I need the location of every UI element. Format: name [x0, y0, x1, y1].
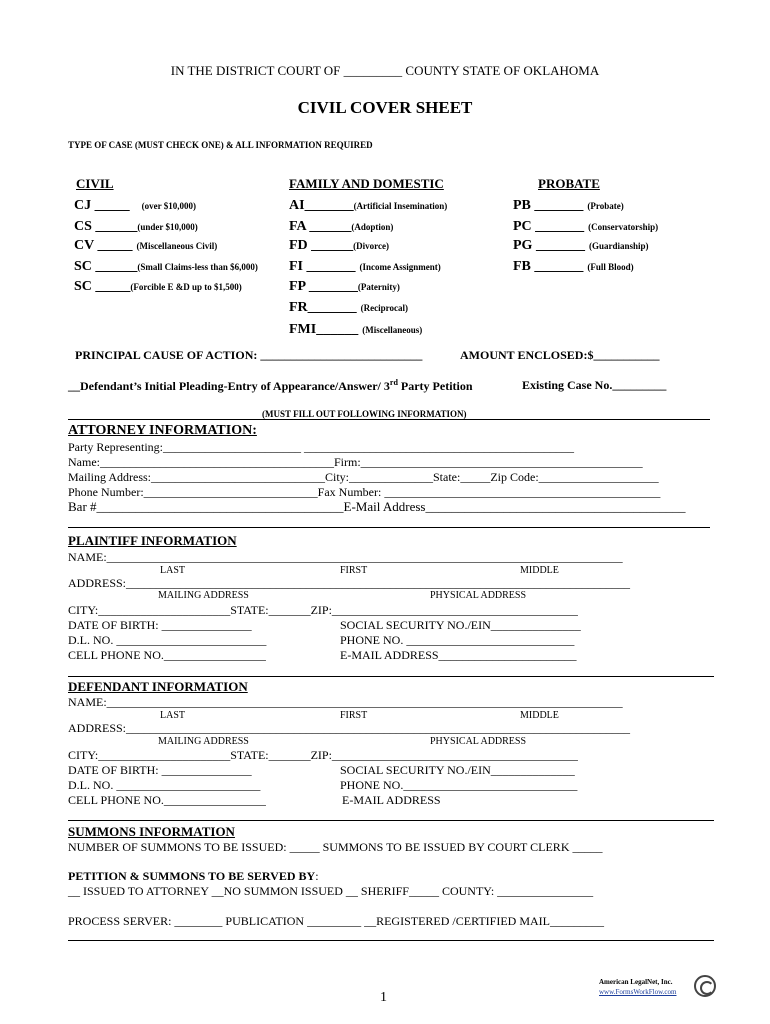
plaintiff-address-field[interactable]: ADDRESS:____________________________________________________________________________________: [68, 576, 631, 590]
case-code: AI: [289, 198, 305, 213]
plaintiff-dob-field[interactable]: DATE OF BIRTH: _______________: [68, 618, 252, 632]
court-line: IN THE DISTRICT COURT OF _________ COUNTY STATE OF OKLAHOMA: [170, 63, 600, 78]
case-desc: (Full Blood): [587, 262, 634, 272]
divider: [68, 527, 710, 528]
case-blank[interactable]: ______: [91, 259, 138, 274]
case-type-fmi[interactable]: [289, 320, 422, 338]
case-blank[interactable]: ______: [305, 219, 352, 234]
probate-heading: PROBATE: [538, 176, 600, 191]
case-type-sc[interactable]: [74, 257, 258, 275]
case-type-fp[interactable]: [289, 277, 400, 295]
page-title: CIVIL COVER SHEET: [297, 98, 473, 117]
plaintiff-mailing-label: MAILING ADDRESS: [158, 590, 249, 601]
plaintiff-cell-field[interactable]: CELL PHONE NO._________________: [68, 648, 266, 662]
case-desc: (Conservatorship): [588, 222, 659, 232]
served-by-text: PETITION & SUMMONS TO BE SERVED BY: [68, 869, 316, 883]
defendant-mailing-label: MAILING ADDRESS: [158, 736, 249, 747]
case-code: FR: [289, 300, 308, 315]
process-server-field[interactable]: PROCESS SERVER: ________ PUBLICATION _________ __REGISTERED /CERTIFIED MAIL_________: [68, 914, 605, 928]
plaintiff-phone-field[interactable]: PHONE NO. ____________________________: [340, 633, 575, 647]
case-desc: (Forcible E &D up to $1,500): [130, 282, 242, 292]
case-code: FMI: [289, 322, 317, 337]
case-blank[interactable]: _______: [304, 198, 354, 213]
case-type-ai[interactable]: [289, 196, 447, 214]
case-code: FA: [289, 219, 306, 234]
defendant-heading: DEFENDANT INFORMATION: [68, 679, 248, 694]
pleading-suffix: Party Petition: [397, 379, 473, 393]
case-blank[interactable]: _______: [305, 279, 358, 294]
attorney-bar-field[interactable]: Bar #______________________________________E-Mail Address________________________________________: [68, 499, 686, 514]
served-by-colon: :: [315, 869, 319, 883]
defendant-ssn-field[interactable]: SOCIAL SECURITY NO./EIN______________: [340, 763, 575, 777]
divider: [68, 820, 714, 821]
case-desc: (under $10,000): [137, 222, 198, 232]
case-code: PB: [513, 198, 531, 213]
case-type-cv[interactable]: [74, 236, 217, 254]
plaintiff-name-field[interactable]: NAME:______________________________________________________________________________________: [68, 550, 623, 564]
defendant-cell-field[interactable]: CELL PHONE NO._________________: [68, 793, 266, 807]
divider: [68, 940, 714, 941]
defendant-last-label: LAST: [160, 710, 185, 721]
case-desc: (Reciprocal): [360, 303, 408, 313]
publisher-name: American LegalNet, Inc.: [599, 978, 673, 986]
defendant-city-field[interactable]: CITY:______________________STATE:_______ZIP:_________________________________________: [68, 748, 578, 762]
plaintiff-ssn-field[interactable]: SOCIAL SECURITY NO./EIN_______________: [340, 618, 581, 632]
case-type-fd[interactable]: [289, 236, 389, 254]
summons-heading: SUMMONS INFORMATION: [68, 824, 235, 839]
publisher-url[interactable]: www.FormsWorkFlow.com: [599, 988, 677, 996]
defendant-dob-field[interactable]: DATE OF BIRTH: _______________: [68, 763, 252, 777]
case-blank[interactable]: _______: [307, 300, 357, 315]
case-code: PG: [513, 238, 533, 253]
case-desc: (Guardianship): [588, 241, 649, 251]
attorney-heading: ATTORNEY INFORMATION:: [68, 423, 257, 438]
page-number: 1: [380, 990, 387, 1005]
case-blank[interactable]: _____: [91, 279, 131, 294]
amount-enclosed-field[interactable]: AMOUNT ENCLOSED:$___________: [460, 348, 660, 362]
plaintiff-heading: PLAINTIFF INFORMATION: [68, 533, 237, 548]
case-type-fa[interactable]: [289, 217, 393, 235]
case-code: FI: [289, 259, 303, 274]
attorney-mailing-field[interactable]: Mailing Address:_____________________________City:______________State:_____Zip Code:____________________: [68, 470, 659, 484]
served-by-label: [68, 869, 319, 884]
case-code: SC: [74, 279, 92, 294]
case-desc: (Income Assignment): [359, 262, 441, 272]
plaintiff-middle-label: MIDDLE: [520, 565, 559, 576]
attorney-name-field[interactable]: Name:_______________________________________Firm:_______________________________________________: [68, 455, 643, 469]
case-blank[interactable]: ______: [316, 322, 359, 337]
defendant-address-field[interactable]: ADDRESS:____________________________________________________________________________________: [68, 721, 631, 735]
divider: [68, 676, 714, 677]
case-desc: (Artificial Insemination): [353, 201, 448, 211]
attorney-phone-field[interactable]: Phone Number:_____________________________Fax Number: ______________________________________________: [68, 485, 661, 499]
defendant-phone-field[interactable]: PHONE NO._____________________________: [340, 778, 578, 792]
case-code: FD: [289, 238, 308, 253]
publisher-logo-icon: [694, 975, 716, 997]
case-desc: (Paternity): [357, 282, 400, 292]
case-blank[interactable]: _______: [303, 259, 356, 274]
case-blank[interactable]: _____: [93, 238, 133, 253]
defendant-dl-field[interactable]: D.L. NO. ________________________: [68, 778, 261, 792]
publisher-badge: [596, 975, 716, 1000]
case-desc: (Small Claims-less than $6,000): [137, 262, 258, 272]
case-code: CV: [74, 238, 94, 253]
case-type-sc-forcible[interactable]: [74, 277, 242, 295]
defendant-physical-label: PHYSICAL ADDRESS: [430, 736, 527, 747]
defendant-middle-label: MIDDLE: [520, 710, 559, 721]
defendant-name-field[interactable]: NAME:______________________________________________________________________________________: [68, 695, 623, 709]
defendant-first-label: FIRST: [340, 710, 368, 721]
case-type-pb[interactable]: [513, 196, 624, 214]
case-type-fr[interactable]: [289, 298, 408, 316]
case-desc: (Miscellaneous): [362, 325, 423, 335]
summons-number-field[interactable]: NUMBER OF SUMMONS TO BE ISSUED: _____ SUMMONS TO BE ISSUED BY COURT CLERK _____: [68, 840, 603, 854]
case-type-cj[interactable]: [74, 196, 196, 214]
case-desc: (Probate): [587, 201, 624, 211]
case-blank[interactable]: _____: [91, 198, 130, 213]
civil-heading: CIVIL: [76, 176, 114, 191]
pleading-text: __Defendant’s Initial Pleading-Entry of Appearance/Answer/ 3: [68, 379, 390, 393]
pleading-sup: rd: [389, 378, 398, 387]
case-type-pc[interactable]: [513, 217, 658, 235]
family-heading: FAMILY AND DOMESTIC: [289, 176, 444, 191]
case-blank[interactable]: _______: [531, 219, 585, 234]
case-type-fb[interactable]: [513, 257, 634, 275]
case-code: CJ: [74, 198, 92, 213]
defendant-email-field[interactable]: E-MAIL ADDRESS: [342, 793, 441, 807]
must-fill-note: (MUST FILL OUT FOLLOWING INFORMATION): [262, 409, 467, 419]
plaintiff-city-field[interactable]: CITY:______________________STATE:_______ZIP:_________________________________________: [68, 603, 578, 617]
case-type-pg[interactable]: [513, 236, 648, 254]
case-desc: (Miscellaneous Civil): [136, 241, 218, 251]
party-representing-field[interactable]: Party Representing:_______________________ _____________________________________________: [68, 440, 574, 454]
case-code: SC: [74, 259, 92, 274]
case-blank[interactable]: ______: [91, 219, 138, 234]
plaintiff-dl-field[interactable]: D.L. NO. _________________________: [68, 633, 267, 647]
type-of-case-instruction: TYPE OF CASE (MUST CHECK ONE) & ALL INFORMATION REQUIRED: [68, 140, 373, 150]
case-blank[interactable]: _______: [530, 198, 584, 213]
initial-pleading-field[interactable]: [68, 378, 473, 394]
case-code: FP: [289, 279, 306, 294]
case-blank[interactable]: _______: [530, 259, 584, 274]
case-blank[interactable]: ______: [307, 238, 354, 253]
plaintiff-first-label: FIRST: [340, 565, 368, 576]
case-desc: (Divorce): [353, 241, 389, 251]
case-code: PC: [513, 219, 532, 234]
divider: [68, 419, 710, 420]
case-type-fi[interactable]: [289, 257, 441, 275]
case-desc: (Adoption): [351, 222, 394, 232]
case-blank[interactable]: _______: [532, 238, 585, 253]
case-desc: (over $10,000): [141, 201, 196, 211]
case-code: CS: [74, 219, 92, 234]
plaintiff-physical-label: PHYSICAL ADDRESS: [430, 590, 527, 601]
case-type-cs[interactable]: [74, 217, 198, 235]
principal-cause-field[interactable]: PRINCIPAL CAUSE OF ACTION: ___________________________: [75, 348, 423, 362]
plaintiff-last-label: LAST: [160, 565, 185, 576]
case-code: FB: [513, 259, 531, 274]
plaintiff-email-field[interactable]: E-MAIL ADDRESS_______________________: [340, 648, 577, 662]
existing-case-field[interactable]: Existing Case No._________: [522, 378, 667, 392]
service-method-field[interactable]: __ ISSUED TO ATTORNEY __NO SUMMON ISSUED __ SHERIFF_____ COUNTY: ________________: [68, 884, 594, 898]
